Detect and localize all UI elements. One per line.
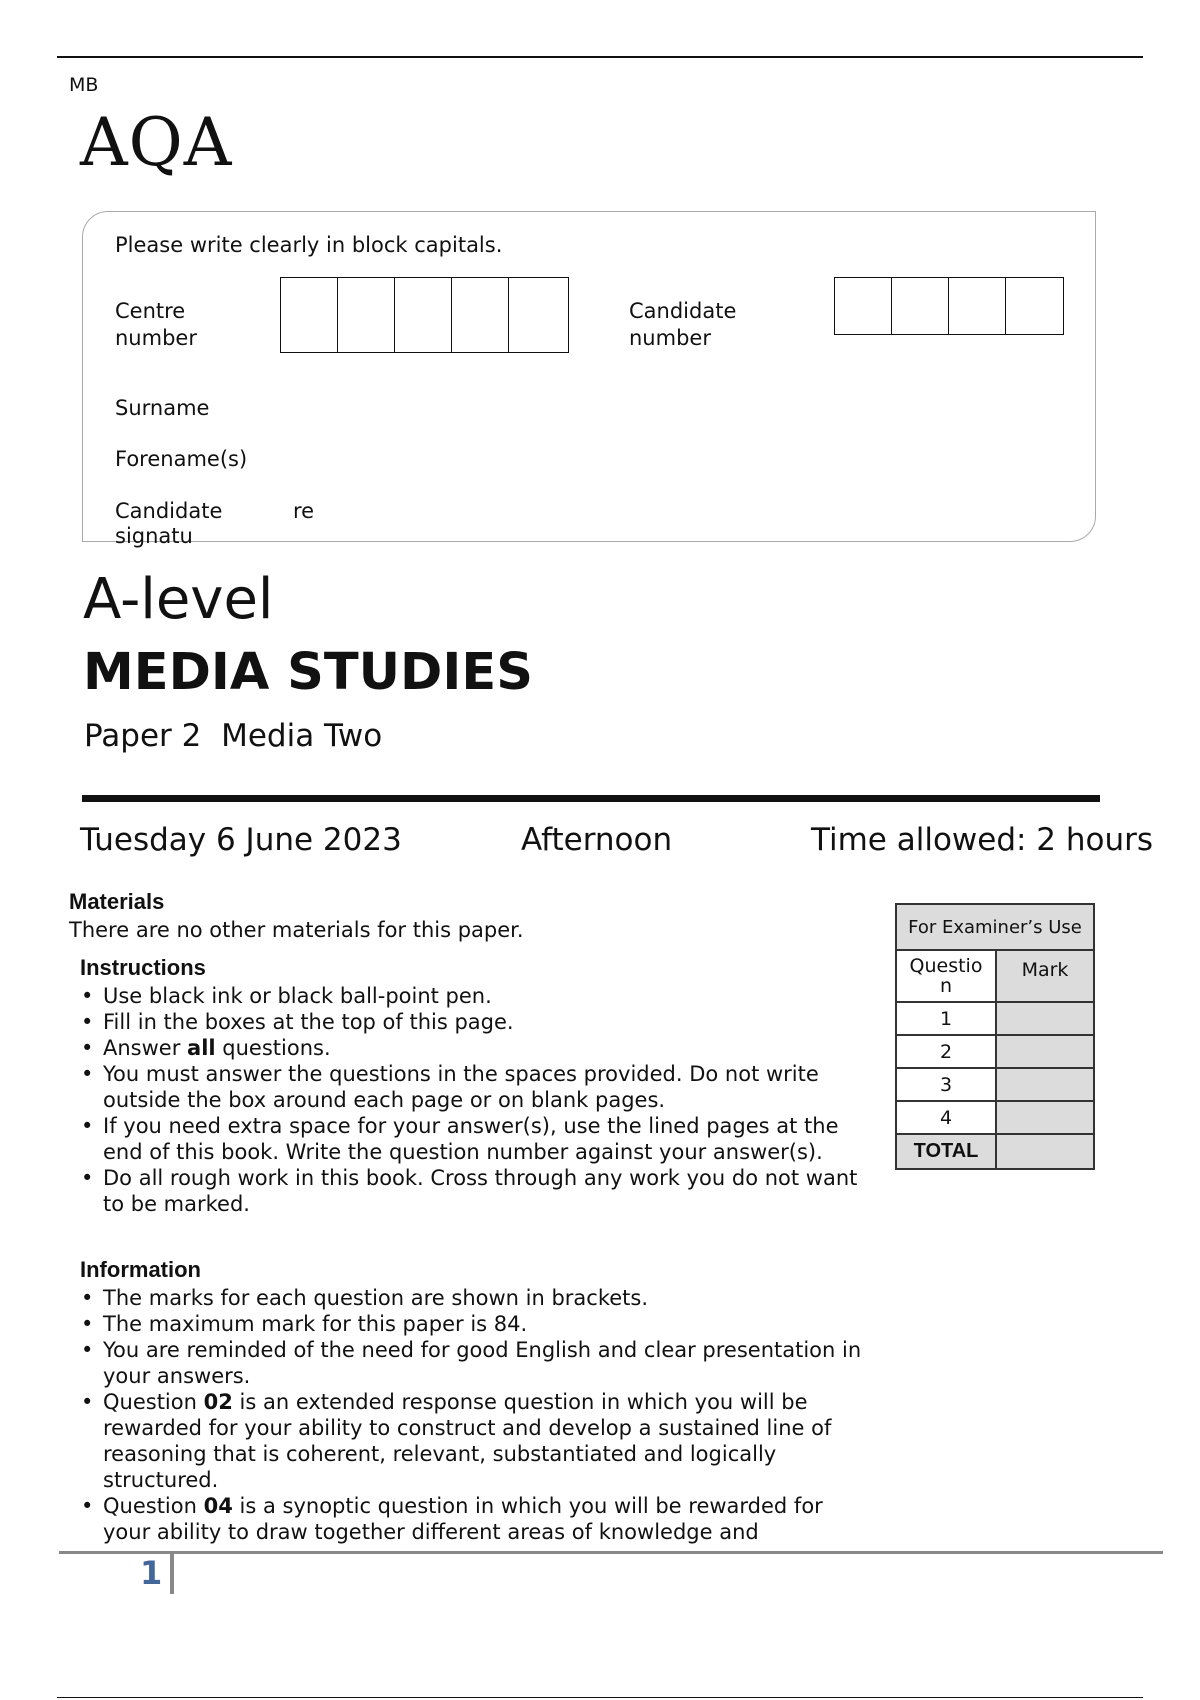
question-number: 1 bbox=[896, 1002, 996, 1035]
mark-cell bbox=[996, 1068, 1094, 1101]
instructions-heading: Instructions bbox=[80, 955, 206, 980]
list-item: • Question 04 is a synoptic question in which you will be rewarded for your ability to draw together different areas of knowledge and bbox=[69, 1493, 869, 1545]
list-item: • Use black ink or black ball-point pen. bbox=[69, 983, 869, 1009]
question-number: 4 bbox=[896, 1101, 996, 1134]
subject-title: MEDIA STUDIES bbox=[83, 643, 533, 702]
surname-label: Surname bbox=[115, 396, 210, 420]
block-capitals-instruction: Please write clearly in block capitals. bbox=[115, 233, 503, 257]
centre-number-digit-box[interactable] bbox=[509, 278, 567, 352]
mark-cell bbox=[996, 1002, 1094, 1035]
materials-text: There are no other materials for this paper. bbox=[69, 918, 524, 942]
signature-label-part2: re bbox=[293, 499, 315, 523]
bottom-rule bbox=[57, 1697, 1143, 1698]
aqa-logo: AQA bbox=[80, 104, 233, 181]
question-number: 2 bbox=[896, 1035, 996, 1068]
question-column-header: Questio n bbox=[896, 950, 996, 1002]
information-heading: Information bbox=[80, 1257, 201, 1282]
list-item: • Question 02 is an extended response question in which you will be rewarded for your ability to construct and develop a sustained line of reasoning that is coherent, relevant, substantiated and logically structured. bbox=[69, 1389, 869, 1493]
candidate-number-boxes bbox=[834, 277, 1064, 335]
candidate-number-digit-box[interactable] bbox=[892, 278, 949, 334]
candidate-number-digit-box[interactable] bbox=[1006, 278, 1062, 334]
list-item: • Do all rough work in this book. Cross through any work you do not want to be marked. bbox=[69, 1165, 869, 1217]
centre-number-digit-box[interactable] bbox=[281, 278, 338, 352]
top-rule bbox=[57, 56, 1143, 58]
page-number: 1 bbox=[140, 1554, 163, 1592]
list-item: • You are reminded of the need for good English and clear presentation in your answers. bbox=[69, 1337, 869, 1389]
examiner-table-title: For Examiner’s Use bbox=[896, 904, 1094, 950]
instructions-list bbox=[69, 983, 869, 1217]
centre-number-label: Centre number bbox=[115, 299, 197, 350]
mark-cell bbox=[996, 1101, 1094, 1134]
centre-number-digit-box[interactable] bbox=[338, 278, 395, 352]
centre-number-digit-box[interactable] bbox=[452, 278, 509, 352]
centre-number-digit-box[interactable] bbox=[395, 278, 452, 352]
reference-code: MB bbox=[69, 74, 99, 96]
list-item: • If you need extra space for your answer(s), use the lined pages at the end of this book. Write the question number against your answer(s). bbox=[69, 1113, 869, 1165]
signature-label-part1: Candidate bbox=[115, 499, 223, 523]
candidate-number-digit-box[interactable] bbox=[949, 278, 1006, 334]
total-mark-cell bbox=[996, 1134, 1094, 1169]
time-allowed: Time allowed: 2 hours bbox=[811, 822, 1154, 858]
paper-title: Paper 2 Media Two bbox=[84, 718, 383, 754]
candidate-number-label: Candidate number bbox=[629, 299, 737, 350]
footer-rule bbox=[59, 1551, 1163, 1554]
signature-label-part3: signatu bbox=[115, 524, 193, 548]
candidate-details-box bbox=[82, 211, 1096, 542]
question-number: 3 bbox=[896, 1068, 996, 1101]
list-item: • The marks for each question are shown in brackets. bbox=[69, 1285, 869, 1311]
total-label: TOTAL bbox=[896, 1134, 996, 1169]
title-rule bbox=[82, 795, 1100, 802]
mark-column-header: Mark bbox=[996, 950, 1094, 1002]
candidate-number-digit-box[interactable] bbox=[835, 278, 892, 334]
materials-heading: Materials bbox=[69, 889, 165, 914]
list-item: • Answer all questions. bbox=[69, 1035, 869, 1061]
qualification-level: A-level bbox=[83, 567, 274, 632]
exam-session: Afternoon bbox=[521, 822, 673, 858]
exam-date: Tuesday 6 June 2023 bbox=[80, 822, 402, 858]
forename-label: Forename(s) bbox=[115, 447, 248, 471]
list-item: • The maximum mark for this paper is 84. bbox=[69, 1311, 869, 1337]
list-item: • You must answer the questions in the spaces provided. Do not write outside the box around each page or on blank pages. bbox=[69, 1061, 869, 1113]
information-list bbox=[69, 1285, 869, 1545]
page-number-bar bbox=[170, 1554, 174, 1594]
list-item: • Fill in the boxes at the top of this page. bbox=[69, 1009, 869, 1035]
mark-cell bbox=[996, 1035, 1094, 1068]
examiner-use-table bbox=[895, 903, 1095, 1170]
centre-number-boxes bbox=[280, 277, 569, 353]
